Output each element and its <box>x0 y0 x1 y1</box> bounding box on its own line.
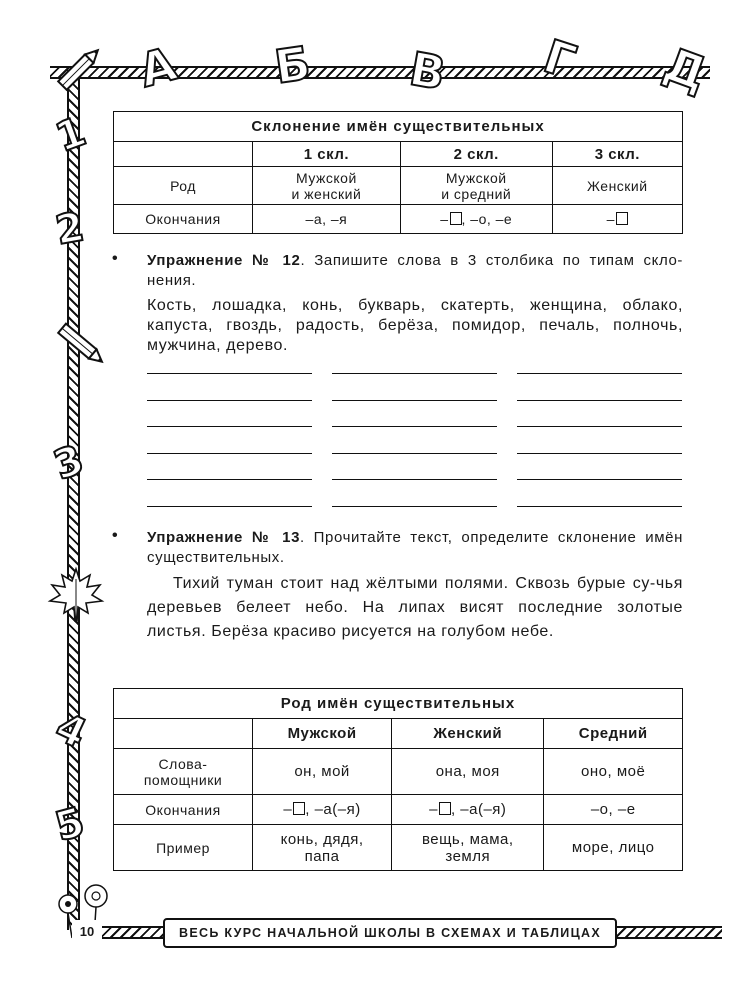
row-label: Слова- помощники <box>114 749 253 795</box>
exercise-13-instruction: Упражнение № 13. Прочитайте текст, определите склонение имён существительных. <box>147 529 683 566</box>
answer-line[interactable] <box>147 373 312 374</box>
column-header: 2 скл. <box>400 142 552 167</box>
answer-line[interactable] <box>147 400 312 401</box>
row-label: Окончания <box>114 795 253 825</box>
letter-b-decoration: Б <box>271 35 314 95</box>
empty-ending-square-icon <box>450 212 462 225</box>
row-label: Окончания <box>114 205 253 234</box>
row-label: Род <box>114 167 253 205</box>
answer-line[interactable] <box>332 479 497 480</box>
table-cell: – <box>552 205 682 234</box>
table-cell: оно, моё <box>544 749 683 795</box>
table-cell: он, мой <box>253 749 392 795</box>
table-cell: –о, –е <box>544 795 683 825</box>
answer-line[interactable] <box>147 479 312 480</box>
answer-line[interactable] <box>517 373 682 374</box>
declension-table <box>113 111 683 234</box>
pencil-icon <box>52 315 112 375</box>
table-cell: –а, –я <box>253 205 401 234</box>
table-cell: – , –а(–я) <box>392 795 544 825</box>
empty-ending-square-icon <box>293 802 305 815</box>
letter-g-decoration: Г <box>537 28 582 90</box>
declension-table-title: Склонение имён существительных <box>114 112 683 142</box>
letter-d-decoration: Д <box>657 36 714 102</box>
answer-line[interactable] <box>332 506 497 507</box>
answer-line[interactable] <box>517 453 682 454</box>
letter-a-decoration: А <box>133 36 182 98</box>
exercise-12-title: Упражнение № 12 <box>147 252 301 269</box>
footer-title: ВЕСЬ КУРС НАЧАЛЬНОЙ ШКОЛЫ В СХЕМАХ И ТАБЛИЦАХ <box>163 918 617 948</box>
column-header: Мужской <box>253 719 392 749</box>
table-cell: она, моя <box>392 749 544 795</box>
answer-line[interactable] <box>517 426 682 427</box>
answer-line[interactable] <box>332 373 497 374</box>
empty-ending-square-icon <box>439 802 451 815</box>
table-cell: – , –а(–я) <box>253 795 392 825</box>
digit-5-decoration: 5 <box>50 799 90 851</box>
letter-v-decoration: В <box>405 41 450 101</box>
bullet-icon: • <box>112 527 118 544</box>
digit-3-decoration: 3 <box>47 436 90 490</box>
empty-ending-square-icon <box>616 212 628 225</box>
exercise-12-instruction: Упражнение № 12. Запишите слова в 3 столбика по типам скло-нения. <box>147 252 683 289</box>
answer-line[interactable] <box>332 426 497 427</box>
empty-header-cell <box>114 142 253 167</box>
gender-table-title: Род имён существительных <box>114 689 683 719</box>
gender-table <box>113 688 683 871</box>
table-cell: – , –о, –е <box>400 205 552 234</box>
page-number: 10 <box>72 920 102 942</box>
answer-line[interactable] <box>332 453 497 454</box>
exercise-13-text: Тихий туман стоит над жёлтыми полями. Сквозь бурые су-чья деревьев белеет небо. На липах висят последние золотые листья. Берёза красиво рисуется на голубом небе. <box>147 575 683 640</box>
column-header: Средний <box>544 719 683 749</box>
digit-4-decoration: 4 <box>48 704 94 758</box>
table-cell: вещь, мама, земля <box>392 825 544 871</box>
answer-line[interactable] <box>517 400 682 401</box>
row-label: Пример <box>114 825 253 871</box>
answer-line[interactable] <box>332 400 497 401</box>
answer-line[interactable] <box>517 506 682 507</box>
table-cell: конь, дядя, папа <box>253 825 392 871</box>
answer-line[interactable] <box>517 479 682 480</box>
digit-2-decoration: 2 <box>52 203 88 255</box>
exercise-13-title: Упражнение № 13 <box>147 529 301 546</box>
empty-header-cell <box>114 719 253 749</box>
maple-leaf-icon <box>46 565 106 625</box>
column-header: 1 скл. <box>253 142 401 167</box>
answer-line[interactable] <box>147 453 312 454</box>
digit-1-decoration: 1 <box>49 108 92 162</box>
pencil-icon <box>48 40 108 100</box>
table-cell: Мужской и средний <box>400 167 552 205</box>
table-cell: Женский <box>552 167 682 205</box>
table-cell: море, лицо <box>544 825 683 871</box>
table-cell: Мужской и женский <box>253 167 401 205</box>
answer-line[interactable] <box>147 506 312 507</box>
column-header: Женский <box>392 719 544 749</box>
column-header: 3 скл. <box>552 142 682 167</box>
answer-line[interactable] <box>147 426 312 427</box>
bullet-icon: • <box>112 250 118 267</box>
exercise-12-words: Кость, лошадка, конь, букварь, скатерть, женщина, облако, капуста, гвоздь, радость, берёза, помидор, печаль, полночь, мужчина, дерево. <box>147 297 683 354</box>
